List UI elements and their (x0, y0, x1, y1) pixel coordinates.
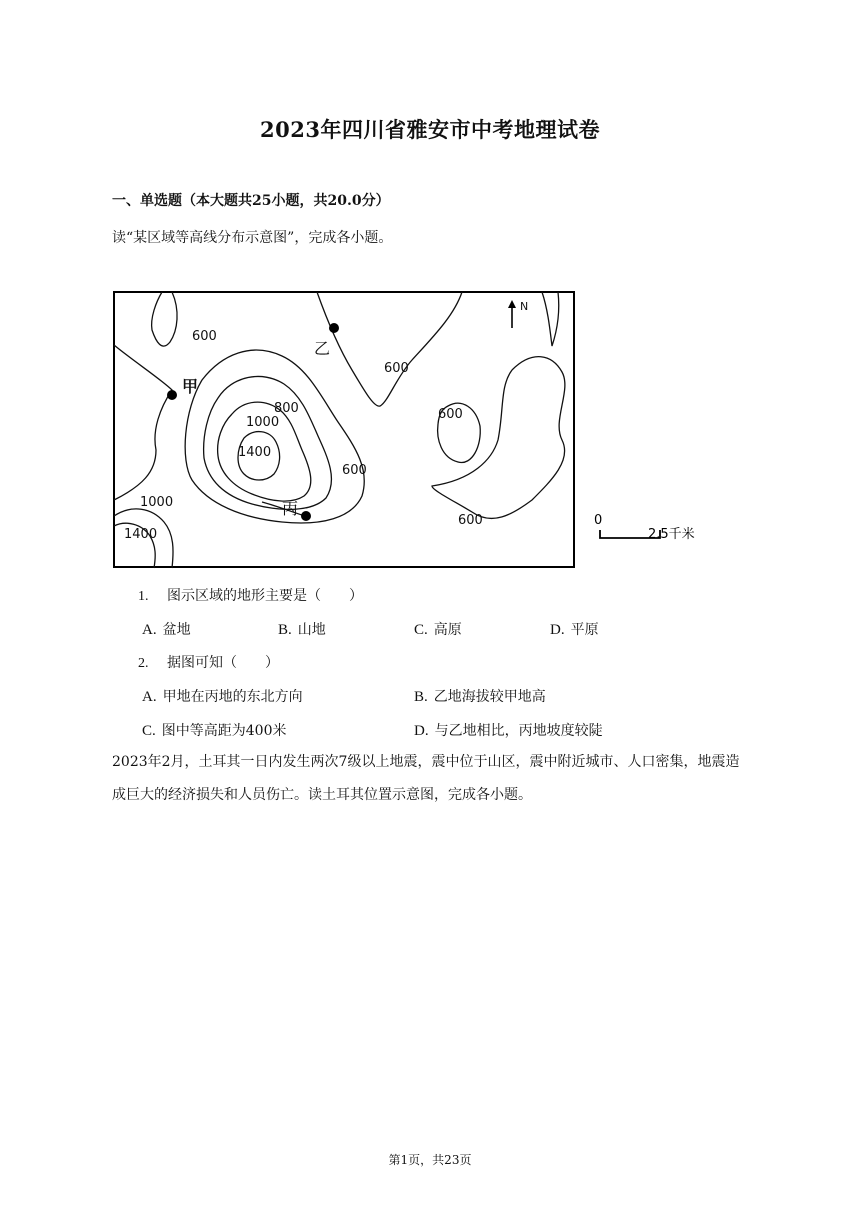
question-1 (138, 585, 363, 605)
question-2 (138, 652, 279, 672)
option-1d[interactable]: D. 平原 (550, 622, 599, 638)
label-600-b: 600 (384, 361, 409, 376)
page-footer: 第1页，共23页 (388, 1153, 472, 1167)
question-stem: 据图可知（ ） (166, 655, 279, 671)
scale-zero: 0 (594, 513, 603, 528)
contour-600-north (317, 292, 462, 406)
point-bing (301, 511, 311, 521)
contour-600-mountain (185, 350, 364, 523)
contour-800 (204, 376, 332, 509)
intro-text: 读“某区域等高线分布示意图”，完成各小题。 (112, 230, 393, 246)
label-600-e: 600 (458, 513, 483, 528)
contour-ne (542, 292, 559, 346)
question-stem: 图示区域的地形主要是（ ） (166, 588, 363, 604)
section-heading: 一、单选题（本大题共25小题，共20.0分） (112, 193, 390, 209)
page-title: 2023年四川省雅安市中考地理试卷 (260, 117, 600, 142)
north-label: N (520, 300, 529, 313)
label-bing: 丙 (282, 499, 299, 518)
label-jia: 甲 (182, 377, 199, 396)
point-yi (329, 323, 339, 333)
map-frame (114, 292, 574, 567)
label-600-a: 600 (192, 329, 217, 344)
label-1000-a: 1000 (246, 415, 280, 430)
option-2d[interactable]: D. 与乙地相比，丙地坡度较陡 (414, 723, 603, 739)
contour-600-west (152, 292, 177, 346)
option-2b[interactable]: B. 乙地海拔较甲地高 (414, 689, 546, 705)
question-number: 1. (138, 589, 149, 604)
earthquake-paragraph: 2023年2月，土耳其一日内发生两次7级以上地震，震中位于山区，震中附近城市、人口密集，地震造成巨大的经济损失和人员伤亡。读土耳其位置示意图，完成各小题。 (112, 754, 740, 803)
point-jia (167, 390, 177, 400)
label-600-c: 600 (438, 407, 463, 422)
label-600-d: 600 (342, 463, 367, 478)
north-arrow-icon (508, 300, 516, 328)
label-1400-a: 1400 (238, 445, 272, 460)
label-1400-b: 1400 (124, 527, 158, 542)
option-1c[interactable]: C. 高原 (414, 622, 462, 638)
contour-600-east (432, 357, 565, 519)
label-800: 800 (274, 401, 299, 416)
scale-value: 2.5千米 (648, 527, 695, 542)
label-1000-b: 1000 (140, 495, 174, 510)
option-1b[interactable]: B. 山地 (278, 622, 326, 638)
option-1a[interactable]: A. 盆地 (142, 622, 191, 638)
scale-bar (594, 513, 695, 542)
option-2c[interactable]: C. 图中等高距为400米 (142, 723, 287, 739)
contour-600-left (114, 345, 172, 500)
contour-map (112, 290, 722, 570)
option-2a[interactable]: A. 甲地在丙地的东北方向 (142, 689, 303, 705)
question-number: 2. (138, 656, 149, 671)
label-yi: 乙 (314, 339, 331, 358)
